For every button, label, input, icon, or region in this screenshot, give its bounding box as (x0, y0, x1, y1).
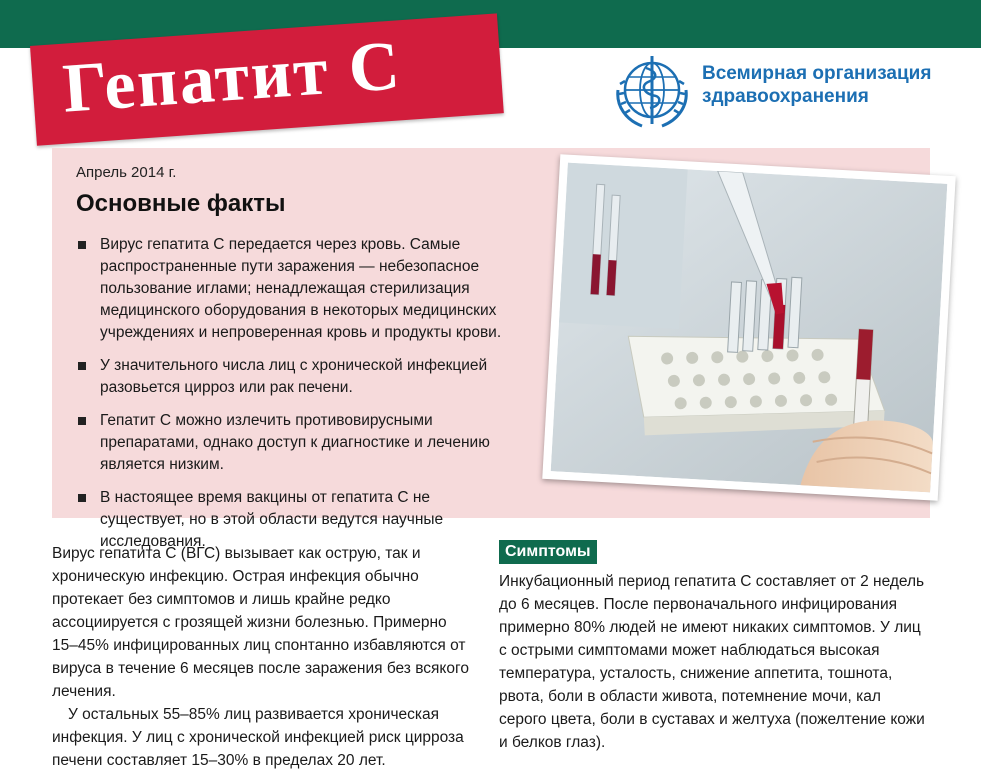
bullet-square-icon (78, 362, 86, 370)
page-title: Гепатит С (60, 27, 404, 128)
lab-photo (542, 154, 956, 501)
lab-pipette-test-tubes-icon (551, 163, 948, 493)
fact-text: У значительного числа лиц с хронической инфекцией разовьется цирроз или рак печени. (100, 357, 488, 396)
bullet-square-icon (78, 241, 86, 249)
fact-text: В настоящее время вакцины от гепатита С не существует, но в этой области ведутся научные исследования. (100, 489, 444, 550)
bullet-square-icon (78, 494, 86, 502)
publication-date: Апрель 2014 г. (76, 164, 177, 181)
list-item (76, 410, 516, 476)
key-facts-list (76, 234, 516, 564)
fact-text: Вирус гепатита С передается через кровь. Самые распространенные пути заражения — небезопасное пользование иглами; ненадлежащая стерилизация медицинского оборудования в некоторых медицинских учреждениях и непроверенная кровь и продукты крови. (100, 236, 502, 341)
fact-text: Гепатит С можно излечить противовирусными препаратами, однако доступ к диагностике и лечению является низким. (100, 412, 490, 473)
chronic-paragraph: У остальных 55–85% лиц развивается хроническая инфекция. У лиц с хронической инфекцией риск цирроза печени составляет 15–30% в пределах 20 лет. (52, 706, 464, 769)
list-item (76, 355, 516, 399)
who-org-name: Всемирная организация здравоохранения (702, 63, 932, 107)
list-item (76, 234, 516, 344)
symptoms-heading: Симптомы (499, 540, 597, 564)
intro-paragraph: Вирус гепатита С (ВГС) вызывает как острую, так и хроническую инфекцию. Острая инфекция обычно протекает без симптомов и лишь крайне редко ассоциируется с грозящей жизни болезнью. Примерно 15–45% инфицированных лиц спонтанно избавляются от вируса в течение 6 месяцев после заражения без всякого лечения. (52, 545, 469, 700)
key-facts-heading: Основные факты (76, 190, 286, 217)
who-emblem-icon (612, 50, 692, 130)
bullet-square-icon (78, 417, 86, 425)
symptoms-paragraph: Инкубационный период гепатита С составляет от 2 недель до 6 месяцев. После первоначального инфицирования примерно 80% людей не имеют никаких симптомов. У лиц с острыми симптомами может наблюдаться высокая температура, усталость, снижение аппетита, тошнота, рвота, боли в области живота, потемнение мочи, кал серого цвета, боли в суставах и желтуха (пожелтение кожи и белков глаз). (499, 573, 925, 751)
intro-text-column (52, 542, 472, 772)
who-logo (612, 50, 972, 130)
